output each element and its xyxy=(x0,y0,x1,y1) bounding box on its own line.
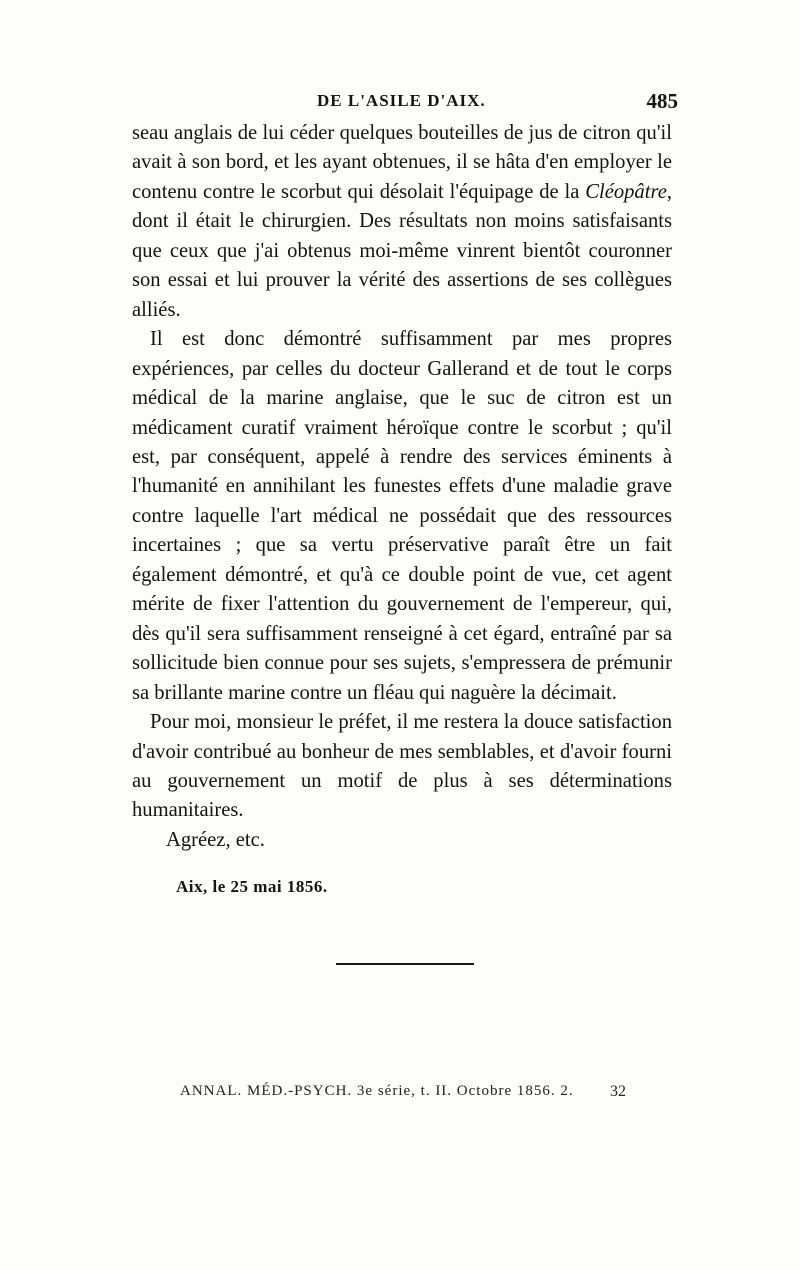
paragraph-continued xyxy=(132,119,672,325)
ship-name: Cléopâtre xyxy=(585,180,667,203)
paragraph-final: Pour moi, monsieur le préfet, il me restera la douce satisfaction d'avoir contribué au bonheur de mes semblables, et d'avoir fourni au gouvernement un motif de plus à ses déterminations humanitaires. xyxy=(132,711,672,822)
signature-date: Aix, le 25 mai 1856. xyxy=(176,877,328,896)
footer-citation: ANNAL. MÉD.-PSYCH. 3e série, t. II. Octobre 1856. 2. xyxy=(180,1083,574,1099)
page-number: 485 xyxy=(646,89,678,113)
paragraph-1-text-end: , dont il était le chirurgien. Des résultats non moins satisfaisants que ceux que j'ai obtenus moi-même vinrent bientôt couronner son essai et lui prouver la vérité des assertions de ses collègues alliés. xyxy=(132,180,672,321)
body-text xyxy=(132,119,672,855)
paragraph-conclusion: Il est donc démontré suffisamment par mes propres expériences, par celles du docteur Gallerand et de tout le corps médical de la marine anglaise, que le suc de citron est un médicament curatif vraiment héroïque contre le scorbut ; qu'il est, par conséquent, appelé à rendre des services éminents à l'humanité en annihilant les funestes effets d'une maladie grave contre laquelle l'art médical ne possédait que des ressources incertaines ; que sa vertu préservative paraît être un fait également démontré, et qu'à ce double point de vue, cet agent mérite de fixer l'attention du gouvernement de l'empereur, qui, dès qu'il sera suffisamment renseigné à cet égard, entraîné par sa sollicitude bien connue pour ses sujets, s'empressera de prémunir sa brillante marine contre un fléau qui naguère la décimait. xyxy=(132,328,672,704)
footer xyxy=(180,1083,626,1107)
signature-mark: 32 xyxy=(610,1083,626,1100)
closing-formula: Agréez, etc. xyxy=(166,828,265,851)
running-title: DE L'ASILE D'AIX. xyxy=(317,91,486,110)
end-rule xyxy=(336,963,474,965)
paragraph-1-text: seau anglais de lui céder quelques bouteilles de jus de citron qu'il avait à son bord, et les ayant obtenues, il se hâta d'en employer le contenu contre le scorbut qui désolait l'équipage de la xyxy=(132,122,672,203)
running-head xyxy=(132,91,678,119)
